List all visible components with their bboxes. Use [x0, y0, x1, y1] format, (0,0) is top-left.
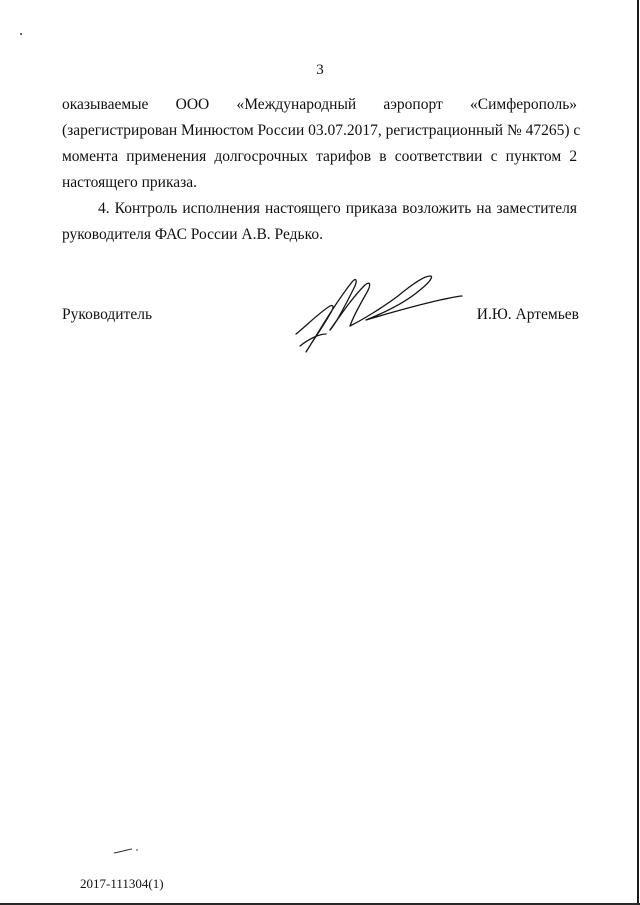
document-id: 2017-111304(1): [80, 876, 164, 891]
handwritten-signature: [290, 268, 465, 358]
word: аэропорт: [383, 96, 443, 113]
word: приказа: [345, 200, 398, 217]
word: 47265): [525, 122, 570, 139]
paragraph-tariff-application: [62, 92, 581, 196]
word: тарифов: [316, 148, 372, 165]
paragraph-control-clause: [62, 196, 577, 248]
word: настоящего приказа.: [62, 174, 198, 191]
word: «Международный: [236, 96, 357, 113]
word: с: [573, 122, 581, 139]
paragraph-line: [62, 92, 577, 118]
word: пунктом: [505, 148, 562, 165]
word: с: [490, 148, 498, 165]
word: 2: [569, 148, 578, 165]
paragraph-line: [62, 170, 577, 196]
word: соответствии: [394, 148, 483, 165]
word: оказываемые: [62, 96, 149, 113]
word: «Симферополь»: [470, 96, 578, 113]
word: Контроль: [114, 200, 178, 217]
word: долгосрочных: [214, 148, 308, 165]
word: настоящего: [264, 200, 341, 217]
word: возложить: [402, 200, 472, 217]
word: регистрационный: [385, 122, 504, 139]
paragraph-line: [62, 144, 577, 170]
word: 4.: [98, 200, 110, 217]
word: №: [506, 122, 522, 139]
word: момента: [62, 148, 119, 165]
scan-speck: [20, 33, 22, 35]
page-number: 3: [316, 62, 324, 78]
word: (зарегистрирован: [62, 122, 178, 139]
word: 03.07.2017,: [308, 122, 382, 139]
word: заместителя: [496, 200, 578, 217]
word: в: [379, 148, 387, 165]
paragraph-line: [62, 222, 577, 248]
paragraph-line: [62, 196, 577, 222]
word: России: [257, 122, 305, 139]
scan-mark: [112, 846, 142, 856]
signatory-name: И.Ю. Артемьев: [476, 306, 579, 323]
word: Минюстом: [181, 122, 254, 139]
word: ООО: [175, 96, 210, 113]
word: исполнения: [182, 200, 260, 217]
signatory-title: Руководитель: [62, 306, 153, 323]
word: на: [476, 200, 492, 217]
word: применения: [126, 148, 207, 165]
paragraph-line: [62, 118, 581, 144]
word: руководителя ФАС России А.В. Редько.: [62, 226, 323, 243]
scan-edge-right: [637, 0, 639, 905]
